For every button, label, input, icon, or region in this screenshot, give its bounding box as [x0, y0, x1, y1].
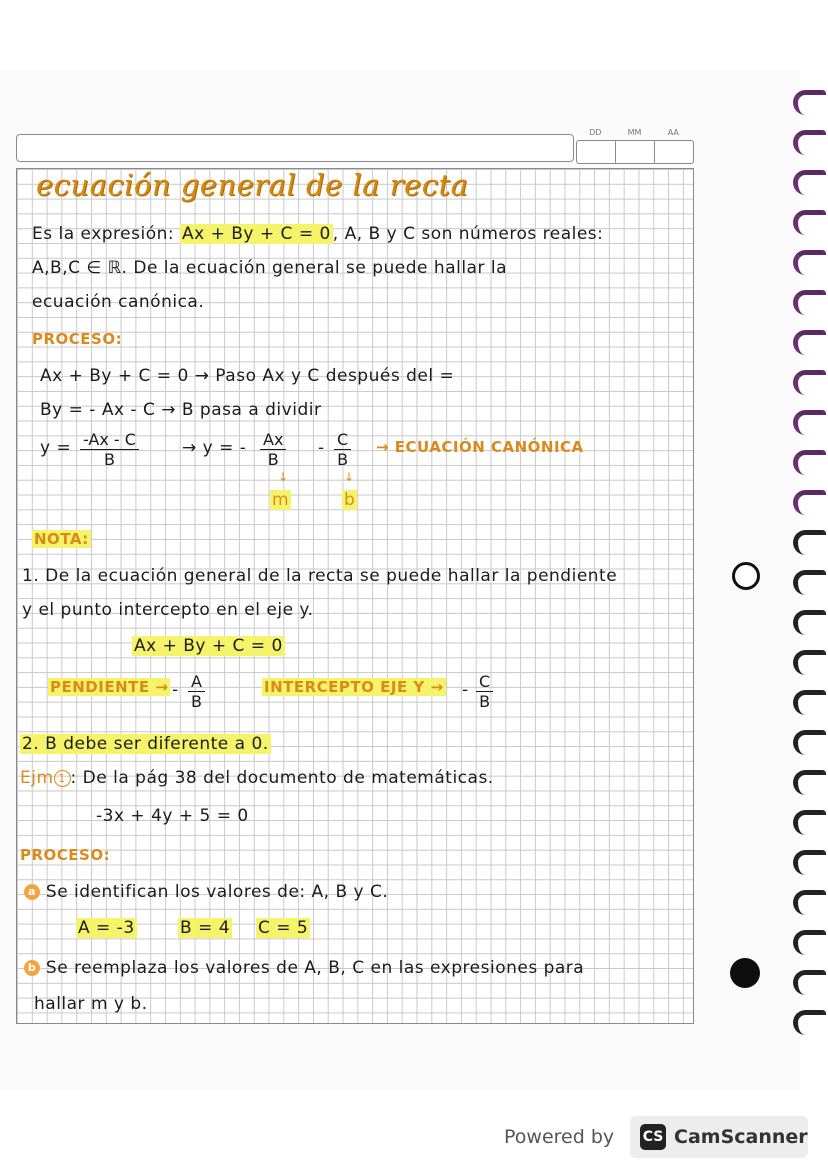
value-a: A = -3: [78, 918, 135, 938]
intercepto-numerator: C: [476, 672, 493, 692]
ejemplo-proceso-label: PROCESO:: [20, 846, 111, 864]
pendiente-minus: -: [172, 680, 179, 700]
intercepto-denominator: B: [479, 692, 491, 711]
intro-equation: Ax + By + C = 0: [182, 224, 331, 244]
ejemplo-number: 1: [54, 770, 71, 787]
canonical-label: → ECUACIÓN CANÓNICA: [376, 438, 584, 456]
b-label: b: [344, 490, 356, 510]
date-box: [576, 140, 694, 164]
date-cell-dd: [577, 141, 616, 163]
eq-y-label: y =: [40, 438, 72, 458]
intro-line-1-post: , A, B y C son números reales:: [332, 224, 604, 244]
ejemplo-line: [20, 768, 494, 788]
intercepto-fraction: [476, 672, 493, 711]
pendiente-label: PENDIENTE →: [50, 678, 169, 696]
pendiente-numerator: A: [188, 672, 205, 692]
m-label: m: [272, 490, 290, 510]
proceso-step-1: Ax + By + C = 0 → Paso Ax y C después del =: [40, 366, 455, 386]
powered-by-text: Powered by: [504, 1126, 615, 1148]
intro-line-1-pre: Es la expresión:: [32, 224, 181, 244]
nota-item-1-line-2: y el punto intercepto en el eje y.: [22, 600, 314, 620]
fraction-2: [260, 430, 286, 469]
intro-line-1: [32, 224, 603, 244]
fraction-3-numerator: C: [334, 430, 351, 450]
camscanner-brand: CamScanner: [674, 1126, 808, 1148]
step-a-text: Se identifican los valores de: A, B y C.: [45, 882, 389, 902]
nota-item-2: 2. B debe ser diferente a 0.: [22, 734, 269, 754]
fraction-1-numerator: -Ax - C: [80, 430, 139, 450]
value-b: B = 4: [180, 918, 231, 938]
down-arrow-b-icon: ↓: [344, 470, 355, 484]
proceso-label: PROCESO:: [32, 330, 123, 348]
spiral-binding: [788, 80, 828, 1040]
camscanner-logo-icon: CS: [640, 1124, 666, 1150]
binder-hole-top: [732, 562, 760, 590]
fraction-1-denominator: B: [103, 450, 115, 469]
fraction-2-denominator: B: [267, 450, 279, 469]
step-b-text: Se reemplaza los valores de A, B, C en las expresiones para: [45, 958, 585, 978]
step-a-mark: a: [24, 884, 40, 900]
pendiente-denominator: B: [191, 692, 202, 711]
fraction-3-denominator: B: [337, 450, 349, 469]
date-cell-mm: [616, 141, 655, 163]
value-c: C = 5: [258, 918, 309, 938]
header-title-box: [16, 134, 574, 162]
ejemplo-equation: -3x + 4y + 5 = 0: [96, 806, 249, 826]
nota-item-1-line-1: 1. De la ecuación general de la recta se puede hallar la pendiente: [22, 566, 618, 586]
minus-sign: -: [318, 438, 325, 458]
ejemplo-label: Ejm: [20, 768, 54, 788]
intercepto-minus: -: [462, 680, 469, 700]
intro-line-2: A,B,C ∈ ℝ. De la ecuación general se puede hallar la: [32, 258, 508, 278]
camscanner-badge: [630, 1116, 808, 1158]
step-a-line: [24, 882, 388, 902]
intro-line-3: ecuación canónica.: [32, 292, 205, 312]
fraction-1: [80, 430, 139, 469]
page-title: ecuación general de la recta: [36, 168, 469, 202]
binder-hole-bottom: [730, 958, 760, 988]
nota-equation: Ax + By + C = 0: [134, 636, 283, 656]
intercepto-label: INTERCEPTO EJE Y →: [264, 678, 444, 696]
step-b-line-1: [24, 958, 584, 978]
fraction-2-numerator: Ax: [260, 430, 286, 450]
date-cell-aa: [655, 141, 693, 163]
date-label-mm: MM: [627, 128, 642, 137]
ejemplo-text: : De la pág 38 del documento de matemáticas.: [70, 768, 494, 788]
date-labels: [576, 128, 692, 137]
pendiente-fraction: [188, 672, 205, 711]
date-label-dd: DD: [589, 128, 602, 137]
arrow-y-label: → y = -: [182, 438, 247, 458]
fraction-3: [334, 430, 351, 469]
date-label-aa: AA: [667, 128, 679, 137]
proceso-step-2: By = - Ax - C → B pasa a dividir: [40, 400, 322, 420]
down-arrow-m-icon: ↓: [278, 470, 289, 484]
nota-label: NOTA:: [34, 530, 89, 548]
step-b-line-2: hallar m y b.: [34, 994, 148, 1014]
step-b-mark: b: [24, 960, 40, 976]
